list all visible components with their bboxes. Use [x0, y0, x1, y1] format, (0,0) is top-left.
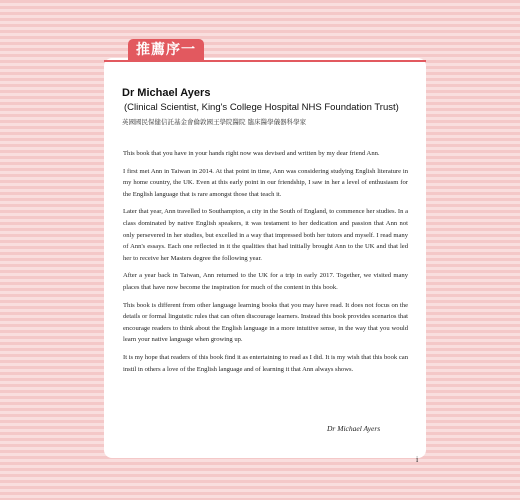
page-number: i [416, 455, 419, 464]
author-name: Dr Michael Ayers [122, 87, 211, 99]
section-tag: 推薦序一 [128, 39, 204, 61]
paragraph: This book is different from other language learning books that you may have read. It does not focus on the details or formal linguistic rules that can often discourage learners. Instead this book provides scenarios that encourage readers to think about the English language in a more intuitive sense, in the way that you would learn your native language when growing up. [123, 301, 408, 344]
paragraph: It is my hope that readers of this book find it as entertaining to read as I did. It is my wish that this book can instil in others a love of the English language and of learning it that Ann always shows. [123, 353, 408, 373]
signature: Dr Michael Ayers [327, 424, 381, 433]
foreword-body [123, 148, 408, 381]
section-tag-underline [104, 60, 426, 62]
author-role-chinese: 英國國民保健信託基金會倫敦國王學院醫院 臨床醫學儀器科學家 [122, 118, 307, 126]
paragraph: I first met Ann in Taiwan in 2014. At that point in time, Ann was considering studying English literature in my home country, the UK. Even at this early point in our friendship, I saw in her a level of enthusiasm for the English language that is rare amongst those that teach it. [123, 167, 408, 198]
paragraph: After a year back in Taiwan, Ann returned to the UK for a trip in early 2017. Together, we visited many places that have now become the inspiration for much of the content in this book. [123, 272, 408, 291]
paragraph: Later that year, Ann travelled to Southampton, a city in the South of England, to commence her studies. In a class dominated by native English speakers, it was testament to her dedication and passion that Ann not only persevered in her studies, but excelled in a way that impressed both her tutors and myself. I read many of Ann's essays. Each one reflected in it the qualities that had initially brought Ann to the UK and that led her to receive her Masters degree the following year. [123, 208, 408, 262]
author-role: (Clinical Scientist, King's College Hospital NHS Foundation Trust) [124, 102, 399, 113]
paragraph: This book that you have in your hands right now was devised and written by my dear friend Ann. [123, 150, 380, 157]
